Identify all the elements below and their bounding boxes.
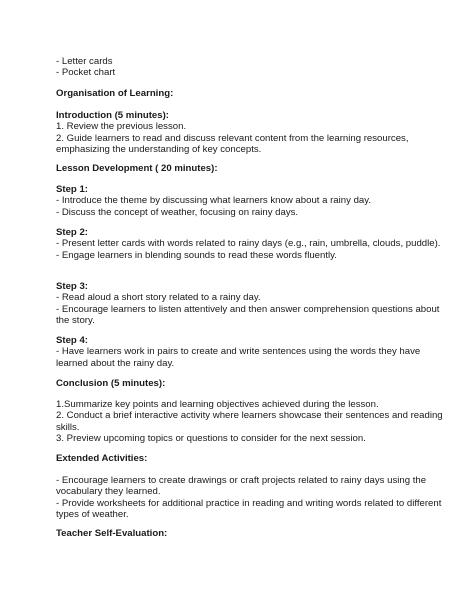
step-line: - Encourage learners to listen attentively and then answer comprehension questions about the story. — [56, 303, 440, 327]
introduction-section — [56, 110, 444, 156]
extended-line: - Encourage learners to create drawings or craft projects related to rainy days using the vocabulary they learned. — [56, 475, 427, 498]
step-1 — [56, 184, 444, 218]
step-line: - Read aloud a short story related to a rainy day. — [56, 292, 261, 304]
introduction-line: 1. Review the previous lesson. — [56, 121, 187, 133]
introduction-heading: Introduction (5 minutes): — [56, 110, 169, 121]
step-heading: Step 4: — [56, 335, 88, 346]
step-heading: Step 1: — [56, 184, 88, 195]
step-line: - Have learners work in pairs to create and write sentences using the words they have learned about the rainy day. — [56, 346, 421, 369]
step-line: - Discuss the concept of weather, focusing on rainy days. — [56, 206, 299, 218]
extended-section — [56, 475, 444, 521]
materials-list — [56, 56, 444, 79]
extended-heading: Extended Activities: — [56, 453, 148, 464]
self-evaluation-heading: Teacher Self-Evaluation: — [56, 528, 168, 539]
conclusion-line: 2. Conduct a brief interactive activity where learners showcase their sentences and reading skills. — [56, 410, 443, 433]
step-line: - Engage learners in blending sounds to read these words fluently. — [56, 249, 337, 261]
conclusion-heading: Conclusion (5 minutes): — [56, 378, 166, 389]
extended-line: - Provide worksheets for additional practice in reading and writing words related to different types of weather. — [56, 497, 442, 521]
conclusion-section — [56, 399, 444, 445]
conclusion-line: 3. Preview upcoming topics or questions to consider for the next session. — [56, 433, 366, 445]
organisation-heading: Organisation of Learning: — [56, 88, 174, 99]
step-heading: Step 2: — [56, 227, 88, 238]
development-heading: Lesson Development ( 20 minutes): — [56, 163, 218, 174]
material-item: - Pocket chart — [56, 67, 116, 79]
step-heading: Step 3: — [56, 281, 88, 292]
step-2 — [56, 227, 444, 261]
material-item: - Letter cards — [56, 56, 113, 67]
step-line: - Introduce the theme by discussing what learners know about a rainy day. — [56, 195, 371, 207]
introduction-line: 2. Guide learners to read and discuss relevant content from the learning resources, emphasizing the understanding of key concepts. — [56, 132, 409, 156]
conclusion-line: 1.Summarize key points and learning objectives achieved during the lesson. — [56, 399, 379, 410]
step-4 — [56, 335, 444, 369]
step-3 — [56, 281, 444, 327]
step-line: - Present letter cards with words related to rainy days (e.g., rain, umbrella, clouds, puddle). — [56, 238, 441, 250]
